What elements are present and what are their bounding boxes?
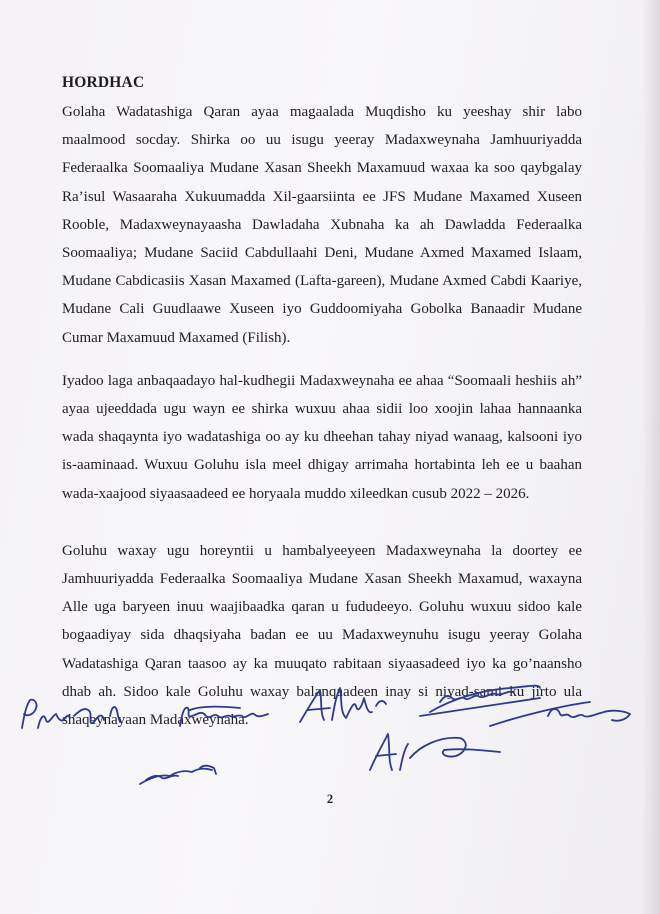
paragraph-purpose: Iyadoo laga anbaqaadayo hal-kudhegii Madaxweynaha ee ahaa “Soomaali heshiis ah” ayaa ujeeddada ugu wayn ee shirka wuxuu ahaa sidii loo xoojin lahaa hannaanka wada shaqaynta iyo wadatashiga oo ay ku dheehan tahay niyad wanaag, kalsooni iyo is-aaminaad. Wuxuu Goluhu isla meel dhigay arrimaha hortabinta leh ee u baahan wada-xaajood siyaasaadeed ee horyaala muddo xileedkan cusub 2022 – 2026. [62,372,582,502]
signatures-svg [0,676,660,796]
paragraph-intro: Golaha Wadatashiga Qaran ayaa magaalada Muqdisho ku yeeshay shir labo maalmood socday. Shirka oo uu isugu yeeray Madaxweynaha Jamhuuriyadda Federaalka Soomaaliya Mudane Xasan Sheekh Maxamuud waxaa ka soo qaybgalay Ra’isul Wasaaraha Xukuumadda Xil-gaarsiinta ee JFS Mudane Maxamed Xuseen Rooble, Madaxweynayaasha Dawladaha Xubnaha ka ah Dawladda Federaalka Soomaaliya; Mudane Saciid Cabdullaahi Deni, Mudane Axmed Maxamed Islaam, Mudane Cabdicasiis Xasan Maxamed (Lafta-gareen), Mudane Axmed Cabdi Kaariye, Mudane Cali Guudlaawe Xuseen iyo Guddoomiyaha Gobolka Banaadir Mudane Cumar Maxamuud Maxamed (Filish). [62,104,582,346]
signature-5 [490,702,630,726]
page-number: 2 [326,792,334,806]
paragraph-congratulations: Goluhu waxay ugu horeyntii u hambalyeeyeen Madaxweynaha la doortey ee Jamhuuriyadda Federaalka Soomaaliya Mudane Xasan Sheekh Maxamud, waxayna Alle uga baryeen inuu waajibaadka qaran u fududeeyo. Goluhu wuxuu sidoo kale bogaadiyay sida dhaqsiyaha badan ee uu Madaxweynuhu isugu yeeray Golaha Wadatashiga Qaran taasoo ay ka muuqato rabitaan siyaasadeed iyo ka go’naansho dhab ah. Sidoo kale Goluhu waxay balanqaadeen inay si niyad-sami ku jirto ula shaqeynayaan Madaxweynaha. [62,542,582,729]
signature-4 [420,686,540,716]
signature-1 [22,700,120,728]
section-heading: HORDHAC [62,74,145,91]
signature-2 [180,707,268,726]
document-body [62,74,582,734]
signature-3 [300,688,386,722]
signature-7 [140,766,216,784]
signatures-block [0,676,660,796]
signature-6 [370,734,500,770]
